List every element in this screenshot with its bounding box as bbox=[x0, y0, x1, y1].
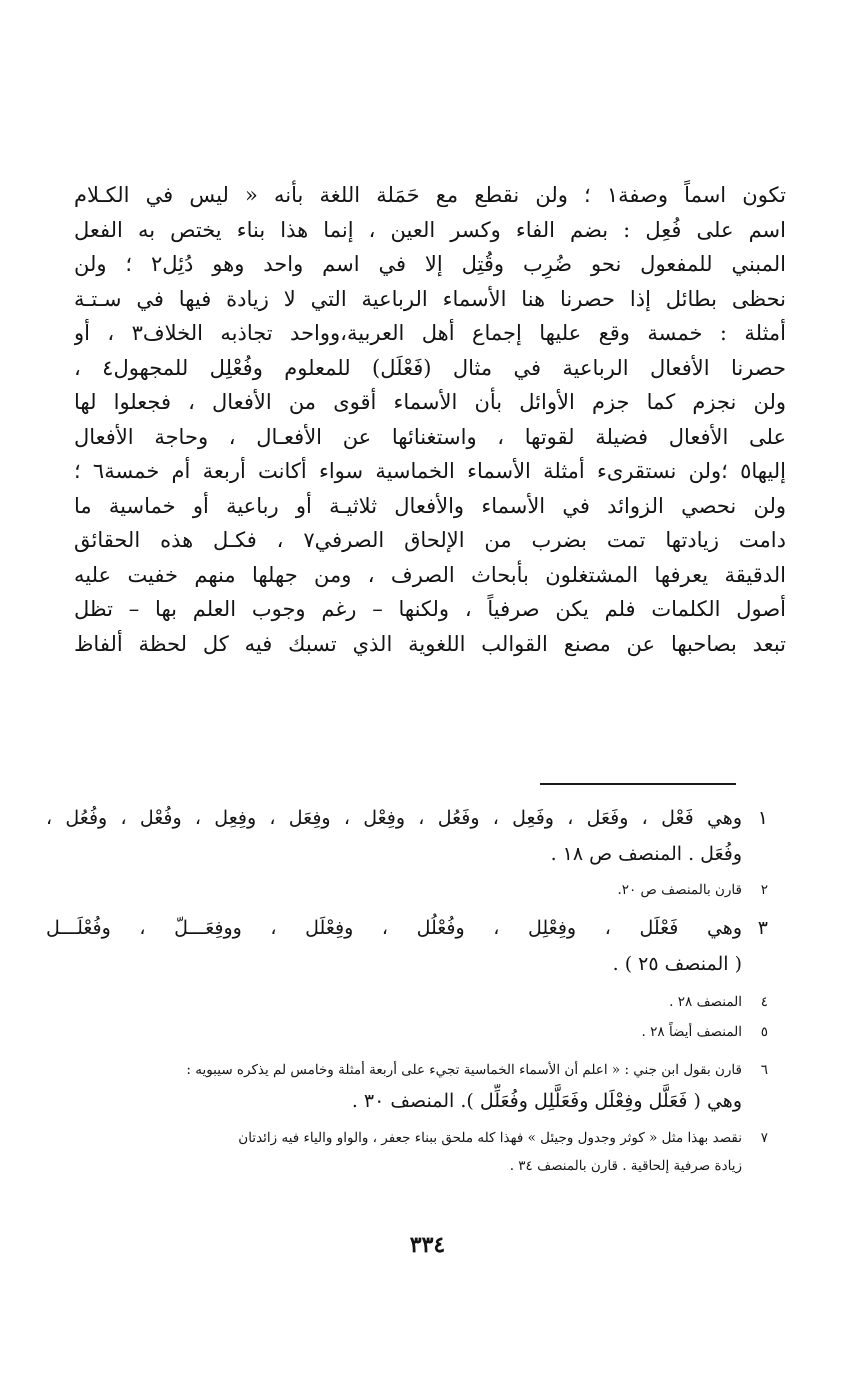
text-line: دامت زيادتها تمت بضرب من الإلحاق الصرفي٧ ، فكـل هذه الحقائق bbox=[74, 528, 786, 552]
footnote-number: ٢ bbox=[760, 882, 768, 898]
footnote-body bbox=[46, 1056, 742, 1118]
footnote-number: ٦ bbox=[760, 1062, 768, 1078]
text-line: على الأفعال فضيلة لقوتها ، واستغنائها عن الأفعـال ، وحاجة الأفعال bbox=[74, 424, 786, 449]
footnote-line: قارن بقول ابن جني : « اعلم أن الأسماء الخماسية تجيء على أربعة أمثلة وخامس لم يذكره سيبويه : bbox=[186, 1062, 742, 1078]
text-line: تكون اسماً وصفة١ ؛ ولن نقطع مع حَمَلة اللغة بأنه « ليس في الكـلام bbox=[74, 183, 786, 207]
footnote-4 bbox=[46, 988, 768, 1016]
footnote-2 bbox=[46, 876, 768, 904]
footnote-line: وهي فَعْل ، وفَعَل ، وفَعِل ، وفَعُل ، وفِعْل ، وفِعَل ، وفِعِل ، وفُعْل ، وفُعُل ، bbox=[46, 807, 742, 829]
footnote-body bbox=[46, 800, 742, 872]
footnote-body bbox=[46, 1124, 742, 1180]
text-line: اسم على فُعِل : بضم الفاء وكسر العين ، إنما هذا بناء يختص به الفعل bbox=[74, 217, 786, 242]
text-line: المبني للمفعول نحو ضُرِب وقُتِل إلا في اسم واحد وهو دُئِل٢ ؛ ولن bbox=[74, 252, 786, 276]
footnote-number: ٣ bbox=[757, 917, 768, 939]
footnote-7 bbox=[46, 1124, 768, 1180]
footnote-body bbox=[46, 1018, 742, 1046]
footnote-line: نقصد بهذا مثل « كوثر وجدول وجيئل » فهذا كله ملحق ببناء جعفر ، والواو والياء فيه زائدتان bbox=[238, 1130, 742, 1146]
footnote-5 bbox=[46, 1018, 768, 1046]
text-line: الدقيقة يعرفها المشتغلون بأبحاث الصرف ، ومن جهلها منهم خفيت عليه bbox=[74, 562, 786, 587]
footnote-number: ٥ bbox=[760, 1024, 768, 1040]
text-line: تبعد بصاحبها عن مصنع القوالب اللغوية الذي تسبك فيه كل لحظة ألفاظ bbox=[74, 631, 786, 656]
footnote-line: وهي فَعْلَل ، وفِعْلِل ، وفُعْلُل ، وفِعْلَل ، ووفِعَـــلّ ، وفُعْلَـــل bbox=[46, 917, 742, 939]
footnote-body bbox=[46, 910, 742, 982]
text-line: حصرنا الأفعال الرباعية في مثال (فَعْلَل) للمعلوم وفُعْلِل للمجهول٤ ، bbox=[74, 355, 786, 380]
footnote-body bbox=[46, 876, 742, 904]
text-line: إليها٥ ؛ولن نستقرىء أمثلة الأسماء الخماسية سواء أكانت أربعة أم خمسة٦ ؛ bbox=[74, 459, 786, 483]
footnote-line: زيادة صرفية إلحاقية . قارن بالمنصف ٣٤ . bbox=[509, 1158, 742, 1174]
footnote-line: قارن بالمنصف ص ٢٠. bbox=[617, 882, 742, 898]
footnote-3 bbox=[46, 910, 768, 982]
footnote-line: وفُعَل . المنصف ص ١٨ . bbox=[550, 843, 742, 865]
footnote-line: المنصف أيضاً ٢٨ . bbox=[641, 1024, 742, 1040]
footnotes bbox=[46, 800, 768, 1180]
footnote-number: ٤ bbox=[760, 994, 768, 1010]
footnote-line: المنصف ٢٨ . bbox=[669, 994, 742, 1010]
footnote-line: ( المنصف ٢٥ ) . bbox=[612, 953, 742, 975]
footnote-number: ٧ bbox=[760, 1130, 768, 1146]
text-line: ولن نحصي الزوائد في الأسماء والأفعال ثلاثيـة أو رباعية أو خماسية ما bbox=[74, 493, 786, 518]
main-text bbox=[74, 178, 786, 661]
footnote-number: ١ bbox=[757, 807, 768, 829]
page-number: ٣٣٤ bbox=[409, 1232, 446, 1258]
footnote-separator bbox=[540, 783, 736, 785]
text-line: نحظى بطائل إذا حصرنا هنا الأسماء الرباعية التي لا زيادة فيها في سـتـة bbox=[74, 286, 786, 311]
text-line: ولن نجزم كما جزم الأوائل بأن الأسماء أقوى من الأفعال ، فجعلوا لها bbox=[74, 390, 786, 414]
footnote-line: وهي ( فَعَلَّل وفِعْلَل وفَعَلَّلِل وفُعَلِّل ). المنصف ٣٠ . bbox=[351, 1090, 742, 1112]
footnote-body bbox=[46, 988, 742, 1016]
text-line: أصول الكلمات فلم يكن صرفياً ، ولكنها – رغم وجوب العلم بها – تظل bbox=[74, 597, 786, 621]
text-line: أمثلة : خمسة وقع عليها إجماع أهل العربية،وواحد تجاذبه الخلاف٣ ، أو bbox=[74, 321, 786, 345]
footnote-6 bbox=[46, 1056, 768, 1118]
footnote-1 bbox=[46, 800, 768, 872]
